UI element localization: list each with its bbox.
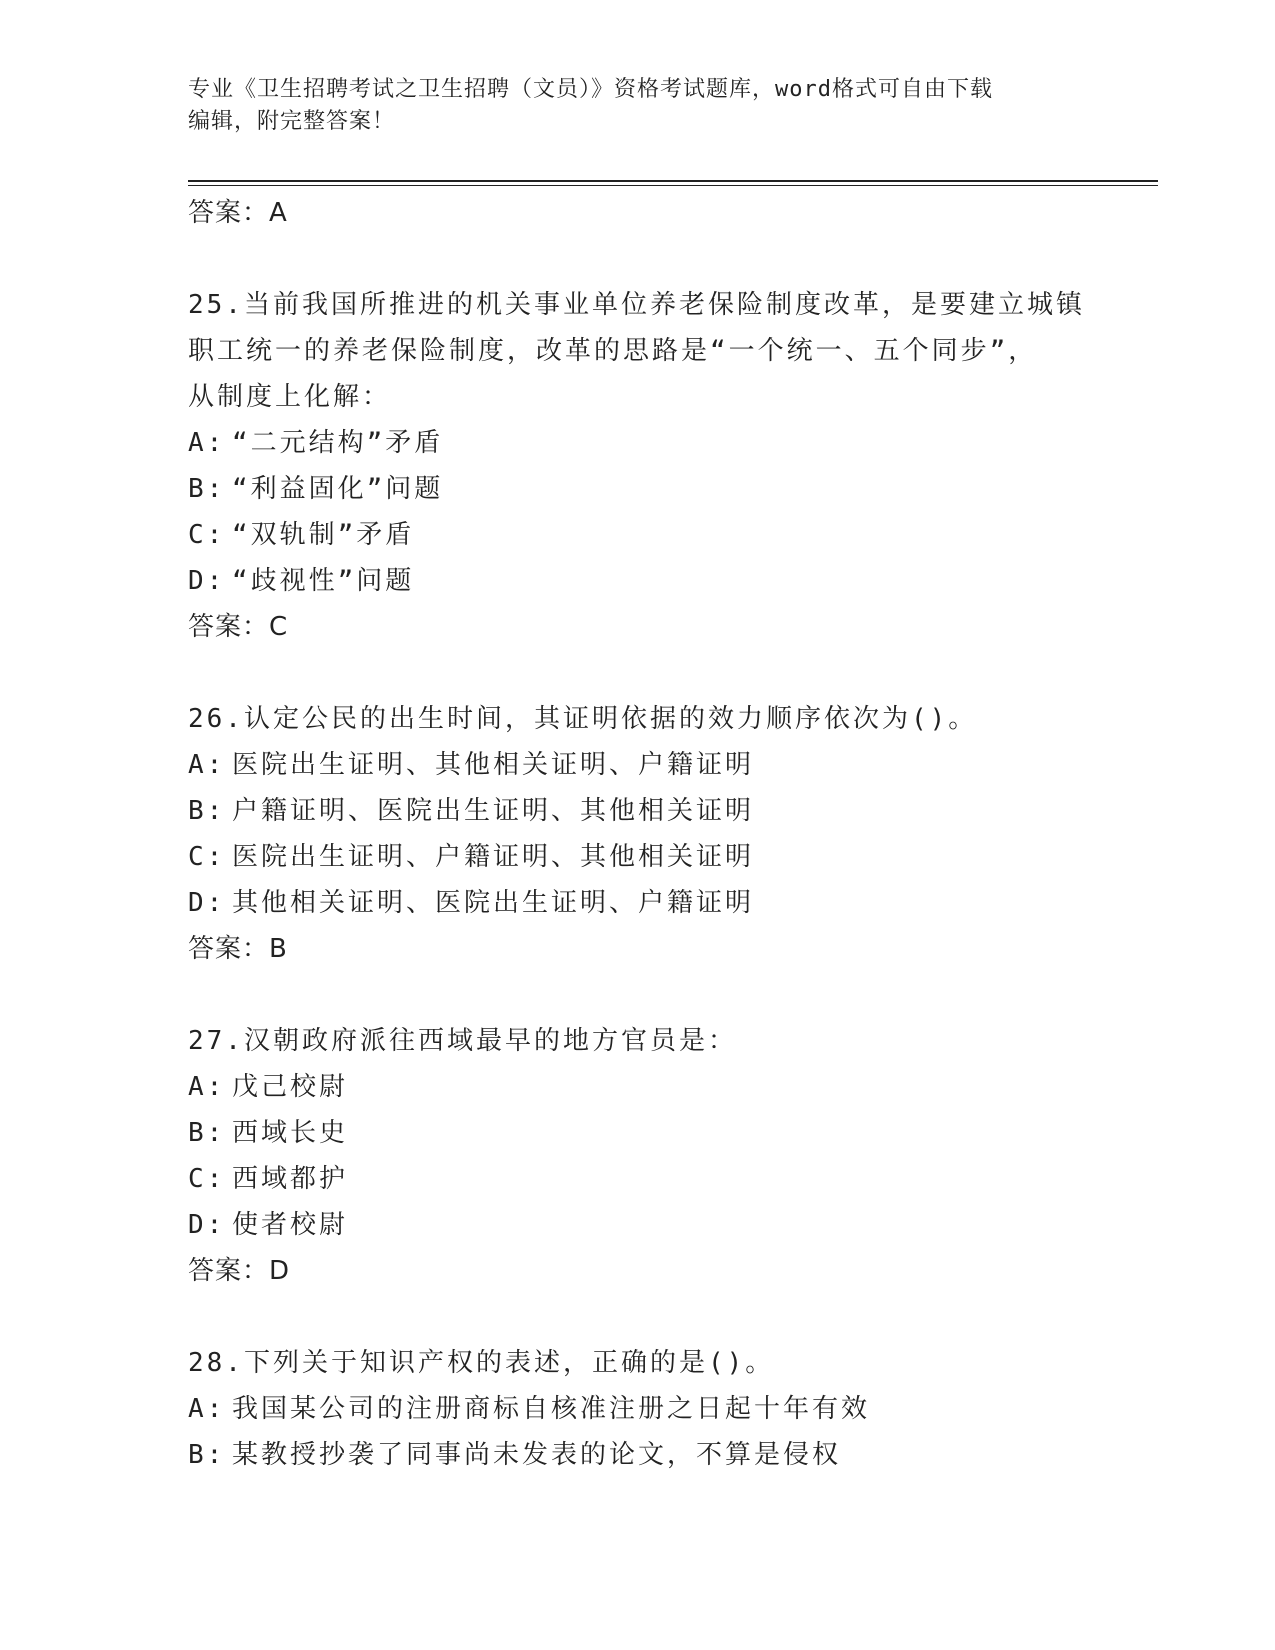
option-text: 戊己校尉	[232, 1072, 349, 1102]
question-stem-line: 从制度上化解：	[188, 382, 392, 412]
option-d	[188, 558, 1088, 604]
option-d	[188, 1202, 1088, 1248]
question-stem-line: 26.认定公民的出生时间，其证明依据的效力顺序依次为()。	[188, 704, 978, 734]
answer-line: 答案：A	[188, 198, 288, 228]
question-stem-line: 27.汉朝政府派往西域最早的地方官员是：	[188, 1026, 737, 1056]
option-a	[188, 742, 1088, 788]
option-b	[188, 1432, 1088, 1478]
option-a	[188, 1386, 1088, 1432]
option-text: 其他相关证明、医院出生证明、户籍证明	[232, 888, 755, 918]
option-key: B:	[188, 1440, 226, 1470]
option-text: “二元结构”矛盾	[232, 428, 444, 458]
option-text: 某教授抄袭了同事尚未发表的论文，不算是侵权	[232, 1440, 842, 1470]
option-b	[188, 1110, 1088, 1156]
answer-line: 答案：B	[188, 934, 288, 964]
header-line-1: 专业《卫生招聘考试之卫生招聘（文员）》资格考试题库，word格式可自由下载	[188, 77, 993, 102]
option-key: D:	[188, 1210, 226, 1240]
option-text: “歧视性”问题	[232, 566, 415, 596]
question-block	[188, 282, 1088, 650]
option-text: 西域长史	[232, 1118, 349, 1148]
question-block	[188, 696, 1088, 972]
question-stem-line: 28.下列关于知识产权的表述，正确的是()。	[188, 1348, 775, 1378]
option-text: 我国某公司的注册商标自核准注册之日起十年有效	[232, 1394, 871, 1424]
option-key: B:	[188, 474, 226, 504]
header-line-2: 编辑，附完整答案！	[188, 109, 396, 134]
option-key: C:	[188, 1164, 226, 1194]
spacer	[188, 236, 1088, 282]
option-c	[188, 834, 1088, 880]
option-b	[188, 466, 1088, 512]
option-text: 医院出生证明、户籍证明、其他相关证明	[232, 842, 755, 872]
header-divider-thin	[188, 185, 1158, 186]
document-header	[188, 74, 1088, 138]
option-c	[188, 1156, 1088, 1202]
option-key: D:	[188, 566, 226, 596]
spacer	[188, 972, 1088, 1018]
option-key: A:	[188, 428, 226, 458]
option-d	[188, 880, 1088, 926]
option-key: D:	[188, 888, 226, 918]
option-text: “双轨制”矛盾	[232, 520, 415, 550]
question-stem-line: 职工统一的养老保险制度，改革的思路是“一个统一、五个同步”，	[188, 336, 1038, 366]
option-text: 使者校尉	[232, 1210, 349, 1240]
spacer	[188, 1294, 1088, 1340]
option-a	[188, 1064, 1088, 1110]
answer-line: 答案：C	[188, 612, 289, 642]
option-text: 西域都护	[232, 1164, 349, 1194]
spacer	[188, 650, 1088, 696]
option-text: 户籍证明、医院出生证明、其他相关证明	[232, 796, 755, 826]
option-key: C:	[188, 520, 226, 550]
answer-line: 答案：D	[188, 1256, 291, 1286]
option-key: B:	[188, 1118, 226, 1148]
option-b	[188, 788, 1088, 834]
question-list	[188, 190, 1088, 1478]
option-key: A:	[188, 750, 226, 780]
header-divider-thick	[188, 180, 1158, 182]
option-key: A:	[188, 1394, 226, 1424]
question-block	[188, 1018, 1088, 1294]
question-stem-line: 25.当前我国所推进的机关事业单位养老保险制度改革，是要建立城镇	[188, 290, 1085, 320]
option-text: “利益固化”问题	[232, 474, 444, 504]
question-block	[188, 1340, 1088, 1478]
option-a	[188, 420, 1088, 466]
option-key: A:	[188, 1072, 226, 1102]
option-text: 医院出生证明、其他相关证明、户籍证明	[232, 750, 755, 780]
option-key: C:	[188, 842, 226, 872]
option-key: B:	[188, 796, 226, 826]
option-c	[188, 512, 1088, 558]
